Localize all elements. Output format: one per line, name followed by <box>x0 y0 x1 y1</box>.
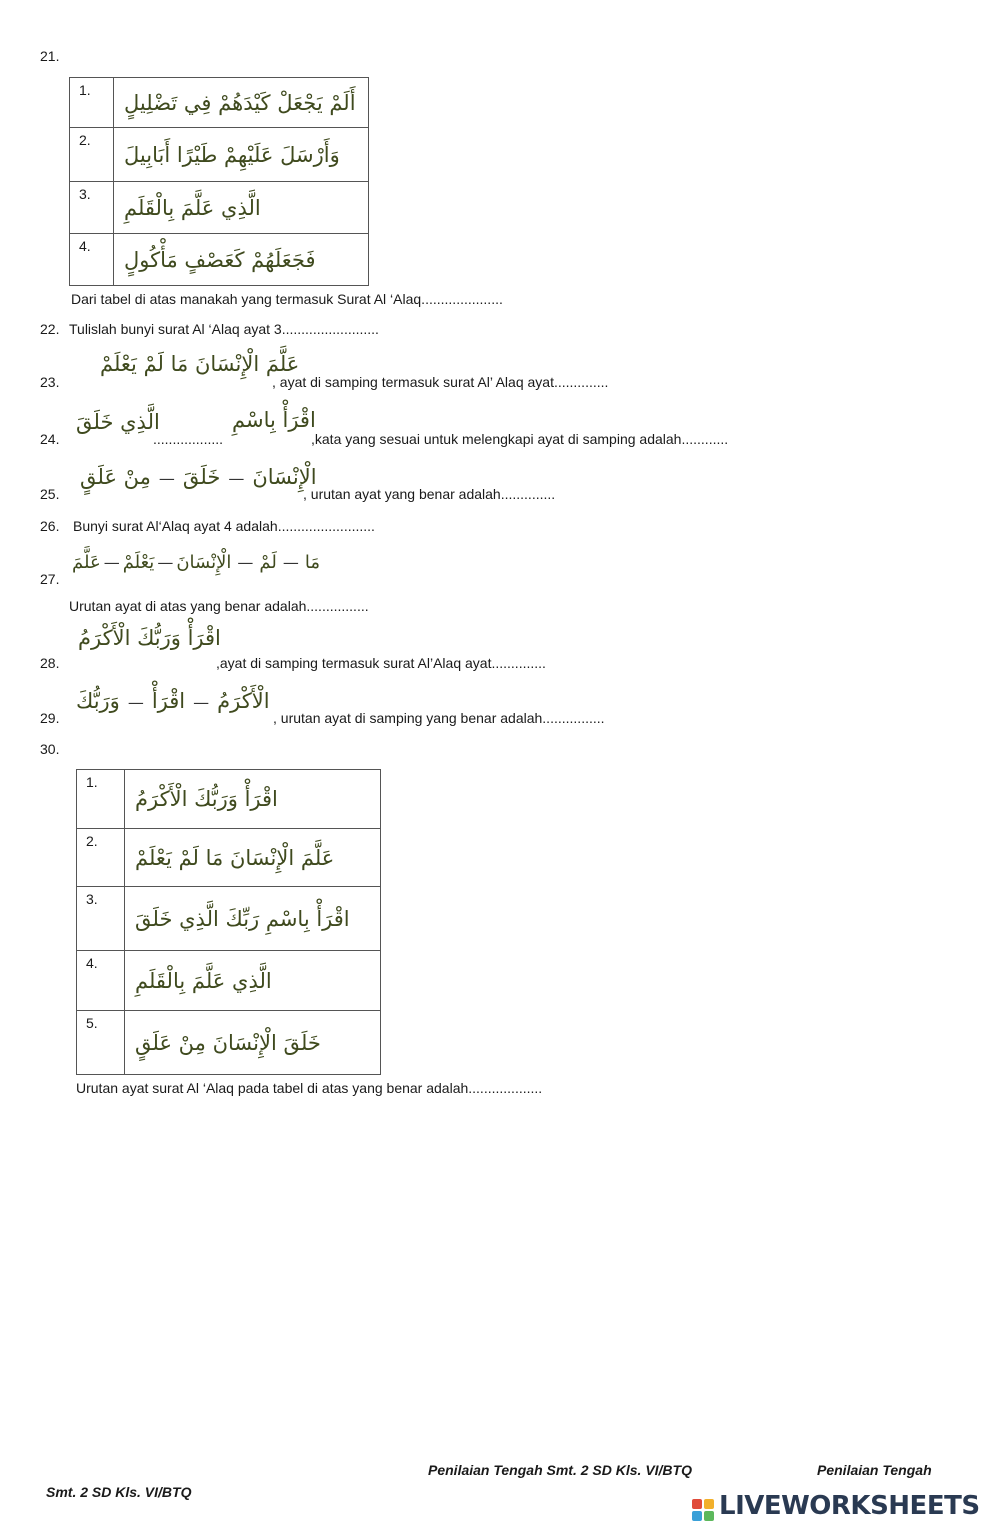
arabic-verse: فَجَعَلَهُمْ كَعَصْفٍ مَأْكُولٍ <box>114 234 369 286</box>
table-row <box>77 1011 381 1075</box>
q25-number: 25. <box>40 486 60 502</box>
q27-question: Urutan ayat di atas yang benar adalah................ <box>69 598 369 614</box>
q29-arabic-words: وَرَبُّكَ — اقْرَأْ — الْأَكْرَمُ <box>76 689 270 713</box>
arabic-verse: أَلَمْ يَجْعَلْ كَيْدَهُمْ فِي تَضْلِيلٍ <box>114 78 369 128</box>
q24-arabic-right: اقْرَأْ بِاسْمِ <box>232 408 316 432</box>
arabic-verse: الَّذِي عَلَّمَ بِالْقَلَمِ <box>125 951 381 1011</box>
q26-question: Bunyi surat Al‘Alaq ayat 4 adalah......................... <box>73 518 375 534</box>
arabic-word: الْإِنْسَانَ <box>176 552 232 573</box>
row-number: 1. <box>77 770 125 829</box>
arabic-word: عَلَّمَ <box>72 552 101 573</box>
q21-table <box>69 77 369 286</box>
footer-line1: Penilaian Tengah Smt. 2 SD Kls. VI/BTQ <box>428 1462 692 1478</box>
arabic-verse: وَأَرْسَلَ عَلَيْهِمْ طَيْرًا أَبَابِيلَ <box>114 128 369 182</box>
q21-question: Dari tabel di atas manakah yang termasuk Surat Al ‘Alaq..................... <box>71 291 503 307</box>
arabic-verse: اقْرَأْ وَرَبُّكَ الْأَكْرَمُ <box>125 770 381 829</box>
row-number: 4. <box>70 234 114 286</box>
row-number: 3. <box>77 887 125 951</box>
q30-number: 30. <box>40 741 60 757</box>
q28-question: ,ayat di samping termasuk surat Al’Alaq ayat.............. <box>216 655 546 671</box>
q23-question: , ayat di samping termasuk surat Al’ Alaq ayat.............. <box>272 374 609 390</box>
q30-table <box>76 769 381 1075</box>
row-number: 1. <box>70 78 114 128</box>
q24-arabic-left: الَّذِي خَلَقَ <box>76 410 160 434</box>
q22-number: 22. <box>40 321 60 337</box>
liveworksheets-logo[interactable]: LIVEWORKSHEETS <box>719 1491 980 1521</box>
arabic-word: وَرَبُّكَ <box>76 689 120 713</box>
q25-arabic-words: مِنْ عَلَقٍ — خَلَقَ — الْإِنْسَانَ <box>80 465 317 489</box>
table-row <box>77 770 381 829</box>
footer-line1-right: Penilaian Tengah <box>817 1462 932 1478</box>
q24-question: ,kata yang sesuai untuk melengkapi ayat di samping adalah............ <box>311 431 729 447</box>
q23-number: 23. <box>40 374 60 390</box>
q26-number: 26. <box>40 518 60 534</box>
q28-number: 28. <box>40 655 60 671</box>
arabic-verse: خَلَقَ الْإِنْسَانَ مِنْ عَلَقٍ <box>125 1011 381 1075</box>
arabic-verse: عَلَّمَ الْإِنْسَانَ مَا لَمْ يَعْلَمْ <box>125 829 381 887</box>
row-number: 2. <box>70 128 114 182</box>
table-row <box>77 887 381 951</box>
row-number: 2. <box>77 829 125 887</box>
row-number: 3. <box>70 182 114 234</box>
arabic-word: اقْرَأْ <box>151 689 186 713</box>
q27-arabic-words: عَلَّمَ — يَعْلَمْ — الْإِنْسَانَ — لَمْ — مَا <box>72 552 320 573</box>
table-row <box>70 182 369 234</box>
q27-number: 27. <box>40 571 60 587</box>
q28-arabic: اقْرَأْ وَرَبُّكَ الْأَكْرَمُ <box>78 626 221 650</box>
arabic-word: خَلَقَ <box>182 465 221 489</box>
table-row <box>77 829 381 887</box>
table-row <box>70 234 369 286</box>
q30-question: Urutan ayat surat Al ‘Alaq pada tabel di atas yang benar adalah................... <box>76 1080 543 1096</box>
q29-question: , urutan ayat di samping yang benar adalah................ <box>273 710 605 726</box>
row-number: 5. <box>77 1011 125 1075</box>
arabic-word: مِنْ عَلَقٍ <box>80 465 151 489</box>
q22-question: Tulislah bunyi surat Al ‘Alaq ayat 3......................... <box>69 321 379 337</box>
q25-question: , urutan ayat yang benar adalah.............. <box>303 486 556 502</box>
arabic-word: مَا <box>304 552 320 573</box>
arabic-word: يَعْلَمْ <box>122 552 155 573</box>
q24-number: 24. <box>40 431 60 447</box>
arabic-word: لَمْ <box>259 552 277 573</box>
q23-arabic: عَلَّمَ الْإِنْسَانَ مَا لَمْ يَعْلَمْ <box>100 352 300 376</box>
table-row <box>70 128 369 182</box>
arabic-verse: الَّذِي عَلَّمَ بِالْقَلَمِ <box>114 182 369 234</box>
q21-number: 21. <box>40 48 60 64</box>
liveworksheets-logo-icon <box>692 1499 716 1521</box>
row-number: 4. <box>77 951 125 1011</box>
q29-number: 29. <box>40 710 60 726</box>
arabic-word: الْأَكْرَمُ <box>217 689 270 713</box>
q24-blank: .................. <box>153 431 224 447</box>
arabic-word: الْإِنْسَانَ <box>252 465 317 489</box>
table-row <box>77 951 381 1011</box>
table-row <box>70 78 369 128</box>
footer-line2: Smt. 2 SD Kls. VI/BTQ <box>46 1484 192 1500</box>
arabic-verse: اقْرَأْ بِاسْمِ رَبِّكَ الَّذِي خَلَقَ <box>125 887 381 951</box>
